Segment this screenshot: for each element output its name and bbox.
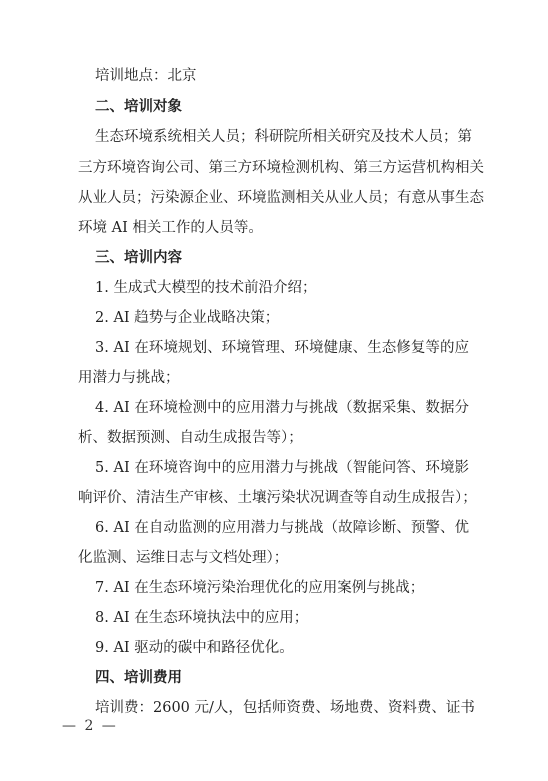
content-item-8: 8. AI 在生态环境执法中的应用； bbox=[95, 610, 309, 626]
page-number: — 2 — bbox=[62, 718, 118, 734]
content-item-6-line-1: 6. AI 在自动监测的应用潜力与挑战（故障诊断、预警、优 bbox=[95, 520, 469, 536]
section-3-heading: 三、培训内容 bbox=[95, 250, 182, 266]
section-2-line-3: 从业人员；污染源企业、环境监测相关从业人员；有意从事生态 bbox=[78, 190, 484, 206]
training-location: 培训地点：北京 bbox=[95, 68, 197, 84]
content-item-2: 2. AI 趋势与企业战略决策； bbox=[95, 310, 280, 326]
content-item-5-line-1: 5. AI 在环境咨询中的应用潜力与挑战（智能问答、环境影 bbox=[95, 460, 469, 476]
content-item-3-line-2: 用潜力与挑战； bbox=[78, 370, 180, 386]
content-item-7: 7. AI 在生态环境污染治理优化的应用案例与挑战； bbox=[95, 580, 425, 596]
content-item-5-line-2: 响评价、清洁生产审核、土壤污染状况调查等自动生成报告）； bbox=[78, 490, 477, 506]
content-item-4-line-1: 4. AI 在环境检测中的应用潜力与挑战（数据采集、数据分 bbox=[95, 400, 469, 416]
content-item-9: 9. AI 驱动的碳中和路径优化。 bbox=[95, 640, 294, 656]
content-item-3-line-1: 3. AI 在环境规划、环境管理、环境健康、生态修复等的应 bbox=[95, 340, 469, 356]
section-2-line-1: 生态环境系统相关人员；科研院所相关研究及技术人员；第 bbox=[95, 129, 472, 145]
content-item-4-line-2: 析、数据预测、自动生成报告等）； bbox=[78, 430, 303, 446]
section-4-heading: 四、培训费用 bbox=[95, 670, 182, 686]
section-2-heading: 二、培训对象 bbox=[95, 99, 182, 115]
section-2-line-4: 环境 AI 相关工作的人员等。 bbox=[78, 220, 263, 236]
section-2-line-2: 三方环境咨询公司、第三方环境检测机构、第三方运营机构相关 bbox=[78, 160, 484, 176]
content-item-6-line-2: 化监测、运维日志与文档处理）； bbox=[78, 550, 289, 566]
content-item-1: 1. 生成式大模型的技术前沿介绍； bbox=[95, 280, 317, 296]
section-4-line-1: 培训费：2600 元/人，包括师资费、场地费、资料费、证书 bbox=[95, 700, 475, 716]
